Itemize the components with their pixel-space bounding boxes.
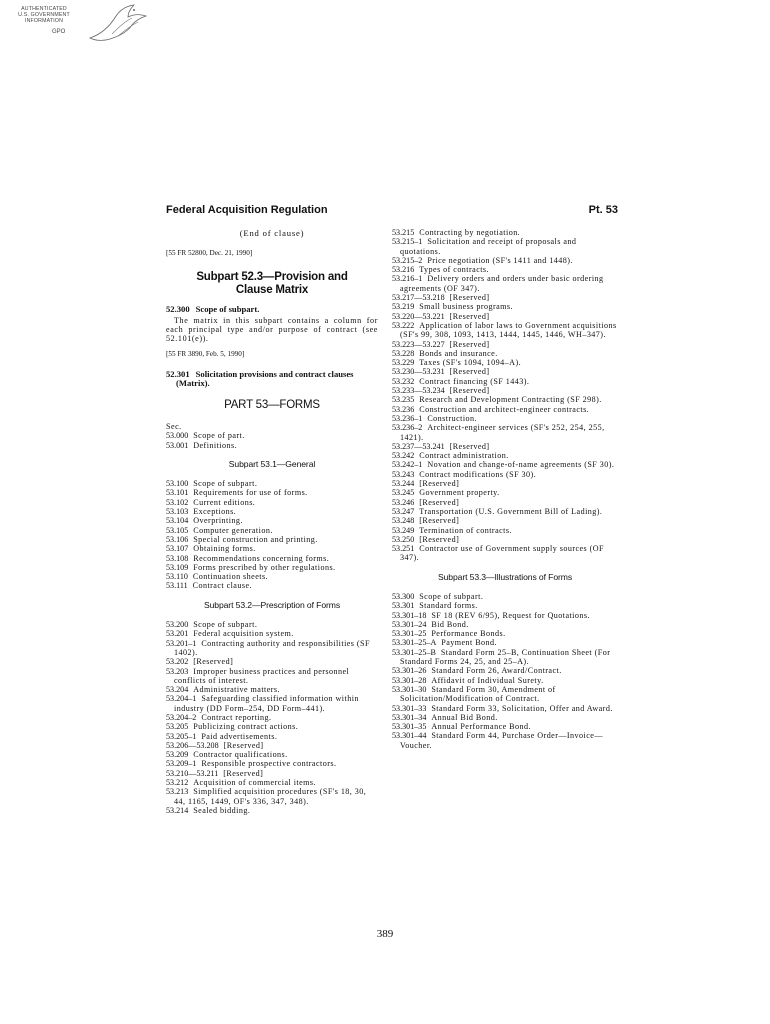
toc-entry [392, 498, 618, 507]
toc-entry [166, 572, 378, 581]
toc-entry-title: Scope of subpart. [193, 620, 258, 630]
gpo-logo-line-3: INFORMATION [24, 18, 64, 25]
toc-entry-number: 53.215–1 [392, 237, 423, 247]
toc-entry-title: Computer generation. [193, 525, 273, 535]
toc-entry-title: Construction. [427, 413, 478, 423]
toc-entry-number: 53.210—53.211 [166, 768, 219, 778]
toc-entry [166, 732, 378, 741]
toc-entry-title: Simplified acquisition procedures (SF's 18, 30, 44, 1165, 1449, OF's 336, 347, 348). [174, 787, 367, 806]
toc-entry-number: 53.104 [166, 516, 189, 526]
toc-entry-title: Current editions. [193, 497, 256, 507]
toc-entry-number: 53.209 [166, 750, 189, 760]
toc-entry-number: 53.111 [166, 581, 188, 591]
section-number: 52.301 [166, 369, 190, 380]
toc-entry-number: 53.204 [166, 685, 189, 695]
toc-entry-number: 53.110 [166, 572, 188, 582]
toc-entry-title: [Reserved] [223, 740, 264, 750]
gpo-logo-text [8, 6, 80, 25]
sec-label: Sec. [166, 421, 182, 431]
toc-entry-title: Contract reporting. [201, 712, 272, 722]
toc-entry-number: 53.247 [392, 506, 415, 516]
toc-entry-number: 53.204–1 [166, 694, 197, 704]
toc-entry [166, 639, 378, 658]
toc-entry [392, 340, 618, 349]
toc-entry-number: 53.245 [392, 488, 415, 498]
toc-entry-title: Performance Bonds. [431, 629, 506, 639]
toc-entry [166, 769, 378, 778]
toc-entry [392, 358, 618, 367]
toc-entry-title: [Reserved] [419, 479, 460, 489]
toc-entry [166, 431, 378, 440]
toc-entry-number: 53.213 [166, 787, 189, 797]
toc-entry [392, 414, 618, 423]
toc-entry-number: 53.228 [392, 348, 415, 358]
toc-entry [392, 704, 618, 713]
subpart-52-3-title [166, 271, 378, 297]
toc-entry-title: Exceptions. [193, 507, 237, 517]
toc-entry [392, 722, 618, 731]
toc-entry-number: 53.301–24 [392, 619, 427, 629]
citation-1: [55 FR 52800, Dec. 21, 1990] [166, 249, 253, 258]
toc-entry-title: Contract clause. [192, 581, 252, 591]
toc-entry-title: [Reserved] [223, 768, 264, 778]
toc-entry-number: 53.301–35 [392, 722, 427, 732]
toc-entry [392, 349, 618, 358]
toc-entry [392, 451, 618, 460]
header-part: Pt. 53 [588, 204, 618, 216]
toc-entry-number: 53.246 [392, 497, 415, 507]
toc-entry-title: Sealed bidding. [193, 805, 251, 815]
toc-entry-number: 53.108 [166, 553, 189, 563]
toc-entry-number: 53.301–34 [392, 712, 427, 722]
section-52-301-heading [166, 370, 378, 389]
toc-entry [392, 685, 618, 704]
toc-entry-number: 53.230—53.231 [392, 367, 445, 377]
toc-entry [392, 470, 618, 479]
toc-entry-title: Annual Bid Bond. [431, 712, 498, 722]
toc-entry-number: 53.204–2 [166, 712, 197, 722]
toc-entry-title: Scope of part. [193, 431, 245, 441]
toc-entry-number: 53.236 [392, 404, 415, 414]
toc-entry [166, 516, 378, 525]
toc-entry [392, 265, 618, 274]
toc-entry-number: 53.301–26 [392, 666, 427, 676]
toc-entry-title: Definitions. [193, 440, 238, 450]
toc-entry-title: Recommendations concerning forms. [193, 553, 330, 563]
toc-entry-title: [Reserved] [449, 441, 490, 451]
toc-entry [392, 666, 618, 675]
toc-entry [392, 526, 618, 535]
toc-entry-number: 53.235 [392, 395, 415, 405]
toc-entry [392, 611, 618, 620]
subpart-title-line-1: Subpart 52.3—Provision and [196, 270, 348, 283]
toc-entry-title: Types of contracts. [419, 265, 490, 275]
toc-entry-number: 53.301–18 [392, 610, 427, 620]
toc-entry [392, 479, 618, 488]
toc-entry [392, 516, 618, 525]
toc-entry [166, 488, 378, 497]
toc-entry [166, 554, 378, 563]
toc-entry-number: 53.219 [392, 302, 415, 312]
toc-entry [166, 694, 378, 713]
toc-entry-title: [Reserved] [449, 386, 490, 396]
toc-entry-number: 53.236–2 [392, 423, 423, 433]
toc-entry-number: 53.242–1 [392, 460, 423, 470]
toc-entry [166, 667, 378, 686]
toc-entry [392, 535, 618, 544]
toc-entry-title: SF 18 (REV 6/95), Request for Quotations. [431, 610, 590, 620]
section-52-300-text: The matrix in this subpart contains a column for each principal type and/or purpose of contract (see 52.101(e)). [166, 315, 378, 344]
toc-entry [392, 620, 618, 629]
toc-entry-number: 53.249 [392, 525, 415, 535]
toc-entry [392, 601, 618, 610]
toc-entry-title: [Reserved] [419, 516, 460, 526]
page-number: 389 [376, 928, 394, 940]
toc-entry-number: 53.215 [392, 228, 415, 237]
toc-entry [392, 274, 618, 293]
end-of-clause: (End of clause) [239, 228, 305, 238]
toc-entry-title: Government property. [419, 488, 500, 498]
toc-entry [166, 563, 378, 572]
toc-entry-number: 53.101 [166, 488, 189, 498]
gpo-authentication-logo [8, 4, 140, 46]
toc-entry-title: [Reserved] [449, 293, 490, 303]
toc-subpart-53-2 [166, 620, 378, 815]
toc-entry [166, 750, 378, 759]
toc-entry-title: Contracting by negotiation. [419, 228, 521, 237]
toc-entry-title: Special construction and printing. [193, 534, 318, 544]
toc-entry [166, 581, 378, 590]
toc-entry-number: 53.105 [166, 525, 189, 535]
toc-entry [392, 442, 618, 451]
toc-entry-title: Termination of contracts. [419, 525, 512, 535]
toc-entry [392, 228, 618, 237]
toc-entry-title: Administrative matters. [193, 685, 280, 695]
toc-entry-number: 53.223—53.227 [392, 339, 445, 349]
toc-entry-title: Construction and architect-engineer contracts. [419, 404, 590, 414]
toc-entry [392, 312, 618, 321]
toc-entry-title: Acquisition of commercial items. [193, 778, 316, 788]
toc-entry [392, 507, 618, 516]
toc-entry [392, 731, 618, 750]
toc-entry-title: Publicizing contract actions. [193, 722, 299, 732]
toc-entry [166, 741, 378, 750]
toc-entry-title: [Reserved] [419, 497, 460, 507]
toc-entry-number: 53.229 [392, 358, 415, 368]
toc-entry [166, 526, 378, 535]
part-53-title: PART 53—FORMS [224, 398, 320, 411]
toc-entry-number: 53.222 [392, 320, 415, 330]
toc-entry-title: Small business programs. [419, 302, 513, 312]
toc-entry-number: 53.202 [166, 657, 189, 667]
toc-entry-number: 53.232 [392, 376, 415, 386]
toc-entry-title: Contractor use of Government supply sources (OF 347). [400, 544, 605, 563]
toc-entry [392, 256, 618, 265]
toc-entry-number: 53.300 [392, 591, 415, 601]
toc-entry [392, 488, 618, 497]
toc-entry-number: 53.205 [166, 722, 189, 732]
toc-entry-number: 53.233—53.234 [392, 386, 445, 396]
subpart-title-line-2: Clause Matrix [235, 283, 309, 296]
toc-entry-title: Safeguarding classified information within industry (DD Form–254, DD Form–441). [174, 694, 359, 713]
toc-entry [392, 367, 618, 376]
section-number: 52.300 [166, 303, 190, 314]
toc-entry-number: 53.301–25–A [392, 638, 437, 648]
subpart-53-2-heading: Subpart 53.2—Prescription of Forms [203, 599, 341, 610]
toc-entry-title: Requirements for use of forms. [193, 488, 308, 498]
toc-entry [392, 423, 618, 442]
toc-entry-title: Solicitation and receipt of proposals and quotations. [400, 237, 577, 256]
toc-entry-title: Standard Form 26, Award/Contract. [431, 666, 562, 676]
toc-entry-title: Delivery orders and orders under basic ordering agreements (OF 347). [400, 274, 604, 293]
toc-entry-title: Scope of subpart. [419, 591, 484, 601]
toc-entry [166, 535, 378, 544]
section-title: Scope of subpart. [195, 303, 260, 314]
toc-entry [392, 638, 618, 647]
left-column [166, 228, 378, 815]
toc-entry-title: Application of labor laws to Government acquisitions (SF's 99, 308, 1093, 1413, 1444, 1445, 1446, WH–347). [400, 320, 617, 340]
toc-entry [392, 302, 618, 311]
toc-entry-number: 53.243 [392, 469, 415, 479]
toc-entry [392, 386, 618, 395]
toc-entry-number: 53.000 [166, 431, 189, 441]
toc-entry-title: Contract administration. [419, 451, 509, 461]
toc-entry-title: Scope of subpart. [193, 479, 258, 489]
toc-entry [166, 441, 378, 450]
toc-entry-title: Obtaining forms. [193, 544, 256, 554]
toc-entry [392, 460, 618, 469]
toc-entry [392, 629, 618, 638]
toc-entry-title: Contract modifications (SF 30). [419, 469, 537, 479]
toc-entry-title: Architect-engineer services (SF's 252, 254, 255, 1421). [400, 423, 605, 442]
toc-entry [392, 405, 618, 414]
gpo-logo-line-2: U.S. GOVERNMENT [18, 12, 70, 19]
toc-entry [166, 544, 378, 553]
toc-entry-number: 53.214 [166, 805, 189, 815]
toc-entry-number: 53.205–1 [166, 731, 197, 741]
running-header [166, 204, 618, 220]
toc-entry-number: 53.200 [166, 620, 189, 630]
toc-entry [392, 395, 618, 404]
header-title: Federal Acquisition Regulation [166, 204, 328, 216]
toc-entry-number: 53.301–44 [392, 731, 427, 741]
toc-entry [392, 648, 618, 667]
toc-entry-number: 53.251 [392, 544, 415, 554]
right-column [392, 228, 618, 750]
toc-entry [392, 544, 618, 563]
toc-entry-title: Overprinting. [193, 516, 243, 526]
toc-entry-title: Contractor qualifications. [193, 750, 288, 760]
section-title: Solicitation provisions and contract clauses (Matrix). [176, 369, 354, 389]
toc-entry-title: Research and Development Contracting (SF 298). [419, 395, 602, 405]
toc-entry-number: 53.237—53.241 [392, 441, 445, 451]
toc-entry-number: 53.217—53.218 [392, 293, 445, 303]
toc-entry-number: 53.103 [166, 507, 189, 517]
toc-entry [166, 759, 378, 768]
toc-entry-title: Payment Bond. [441, 638, 498, 648]
toc-entry-title: Paid advertisements. [201, 731, 278, 741]
toc-subpart-53-2-continued [392, 228, 618, 563]
toc-entry-title: Standard forms. [419, 601, 478, 611]
toc-subpart-53-3 [392, 592, 618, 750]
toc-entry-title: Taxes (SF's 1094, 1094–A). [419, 358, 522, 368]
toc-entry-number: 53.107 [166, 544, 189, 554]
subpart-53-3-heading: Subpart 53.3—Illustrations of Forms [437, 571, 573, 582]
toc-entry-title: Contracting authority and responsibilities (SF 1402). [174, 638, 370, 657]
toc-entry-number: 53.106 [166, 534, 189, 544]
toc-entry-title: [Reserved] [419, 534, 460, 544]
toc-entry [166, 657, 378, 666]
section-52-300-heading [166, 305, 378, 314]
toc-subpart-53-1 [166, 479, 378, 591]
toc-entry-title: [Reserved] [449, 339, 490, 349]
toc-entry [166, 806, 378, 815]
toc-entry-title: [Reserved] [449, 367, 490, 377]
toc-entry [392, 713, 618, 722]
toc-entry [166, 713, 378, 722]
toc-entry-title: Novation and change-of-name agreements (SF 30). [427, 460, 615, 470]
toc-entry-title: Bonds and insurance. [419, 348, 498, 358]
toc-entry-number: 53.100 [166, 479, 189, 489]
toc-entry-number: 53.301–25 [392, 629, 427, 639]
toc-entry-title: Annual Performance Bond. [431, 722, 531, 732]
toc-entry-number: 53.201–1 [166, 638, 197, 648]
toc-entry-number: 53.216–1 [392, 274, 423, 284]
toc-entry-number: 53.248 [392, 516, 415, 526]
toc-entry [392, 676, 618, 685]
eagle-icon [88, 4, 150, 44]
toc-entry-title: Price negotiation (SF's 1411 and 1448). [427, 255, 573, 265]
toc-entry-number: 53.216 [392, 265, 415, 275]
toc-part-list [166, 431, 378, 450]
toc-entry-title: Standard Form 44, Purchase Order—Invoice—Voucher. [400, 731, 603, 750]
toc-entry-title: Affidavit of Individual Surety. [431, 675, 544, 685]
toc-entry [166, 620, 378, 629]
toc-entry-number: 53.250 [392, 534, 415, 544]
toc-entry-title: [Reserved] [449, 311, 490, 321]
toc-entry [166, 479, 378, 488]
toc-entry-title: Standard Form 30, Amendment of Solicitation/Modification of Contract. [400, 684, 556, 704]
toc-entry-number: 53.301–30 [392, 684, 427, 694]
toc-entry-title: Contract financing (SF 1443). [419, 376, 530, 386]
toc-entry [392, 377, 618, 386]
toc-entry-number: 53.220—53.221 [392, 311, 445, 321]
toc-entry [392, 237, 618, 256]
toc-entry-title: Continuation sheets. [192, 572, 269, 582]
toc-entry-title: Responsible prospective contractors. [201, 759, 337, 769]
toc-entry-number: 53.201 [166, 629, 189, 639]
subpart-53-1-heading: Subpart 53.1—General [228, 458, 316, 469]
toc-entry [166, 685, 378, 694]
toc-entry-number: 53.301 [392, 601, 415, 611]
toc-entry [166, 787, 378, 806]
toc-entry-number: 53.206—53.208 [166, 740, 219, 750]
toc-entry [166, 722, 378, 731]
toc-entry [166, 629, 378, 638]
gpo-logo-line-1: AUTHENTICATED [21, 6, 67, 12]
toc-entry-number: 53.301–33 [392, 703, 427, 713]
toc-entry [392, 592, 618, 601]
toc-entry-title: Improper business practices and personnel conflicts of interest. [174, 666, 350, 685]
toc-entry-title: Federal acquisition system. [193, 629, 294, 639]
toc-entry-number: 53.102 [166, 497, 189, 507]
toc-entry [166, 507, 378, 516]
toc-entry [392, 321, 618, 340]
toc-entry-title: Standard Form 33, Solicitation, Offer and Award. [431, 703, 613, 713]
toc-entry-number: 53.244 [392, 479, 415, 489]
toc-entry [166, 778, 378, 787]
toc-entry [166, 498, 378, 507]
toc-entry-title: [Reserved] [193, 657, 234, 667]
toc-entry-title: Standard Form 25–B, Continuation Sheet (For Standard Forms 24, 25, and 25–A). [400, 647, 611, 667]
citation-2: [55 FR 3890, Feb. 5, 1990] [166, 349, 245, 358]
toc-entry-number: 53.242 [392, 451, 415, 461]
toc-entry-number: 53.203 [166, 666, 189, 676]
toc-entry-number: 53.215–2 [392, 255, 423, 265]
toc-entry-number: 53.001 [166, 440, 189, 450]
toc-entry-title: Bid Bond. [431, 619, 469, 629]
toc-entry-number: 53.209–1 [166, 759, 197, 769]
toc-entry-number: 53.212 [166, 778, 189, 788]
toc-entry-title: Forms prescribed by other regulations. [193, 562, 336, 572]
toc-entry-number: 53.236–1 [392, 413, 423, 423]
toc-entry [392, 293, 618, 302]
toc-entry-title: Transportation (U.S. Government Bill of Lading). [419, 506, 603, 516]
toc-entry-number: 53.301–28 [392, 675, 427, 685]
toc-entry-number: 53.301–25–B [392, 647, 436, 657]
toc-entry-number: 53.109 [166, 562, 189, 572]
gpo-logo-mark: GPO [52, 29, 66, 35]
